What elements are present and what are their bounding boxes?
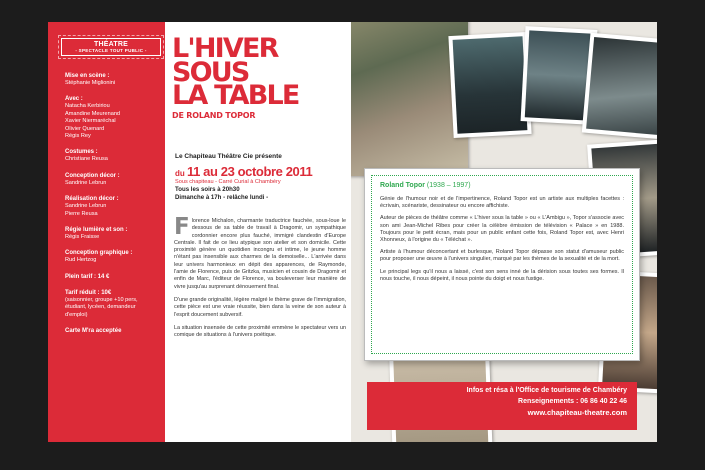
contact-banner <box>367 382 637 430</box>
title-line-3: LA TABLE <box>172 80 299 111</box>
synopsis <box>174 214 346 345</box>
credits-sidebar <box>48 22 165 442</box>
credit-value: Sandrine Lebrun <box>65 203 107 210</box>
credit-heading: Réalisation décor : <box>65 196 119 203</box>
credit-block <box>65 72 165 87</box>
synopsis-text-1: lorence Michalon, charmante traductrice fauchée, sous-loue le dessous de sa table de travail à Dragomir, un sympathique cordonnier encore plus fauché, immigré clandestin d'Europe Centrale. Il fait de ce lieu atypique son atelier et son domicile. Cette proximité génère un quotidien incongru et intime, le jeune homme n'étant pas insensible aux charmes de la demoiselle... L'arrivée dans leur univers harmonieux en dépit des apparences, de Raymonde, l'amie de Florence, puis de Gritzka, musicien et cousin de Dragomir et enfin de Marc, l'éditeur de Florence, va bouleverser leur manière de vivre jusqu'au surprenant dénouement final. <box>174 218 346 290</box>
credit-value: (saisonnier, groupe +10 pers, <box>65 296 138 303</box>
synopsis-paragraph-2: D'une grande originalité, légère malgré le thème grave de l'immigration, cette pièce est une vraie réussite, bien dans la veine de son auteur à l'esprit doucement subversif. <box>174 296 346 318</box>
photo-man <box>448 32 531 138</box>
bio-paragraph-1: Génie de l'humour noir et de l'impertinence, Roland Topor est un artiste aux multiples facettes : écrivain, scénariste, dessinateur ou encore affichiste. <box>380 196 624 210</box>
time-evening: Tous les soirs à 20h30 <box>175 186 240 193</box>
contact-website[interactable]: www.chapiteau-theatre.com <box>527 408 627 417</box>
venue-line: Sous chapiteau - Carré Curial à Chambéry <box>175 179 281 185</box>
credit-value: étudiant, lycéen, demandeur <box>65 304 136 311</box>
credits-list <box>65 72 165 335</box>
credit-heading: Carte M'ra acceptée <box>65 328 122 335</box>
credit-block <box>65 327 165 335</box>
bio-name: Roland Topor <box>380 182 425 189</box>
bio-years: (1938 – 1997) <box>424 182 471 189</box>
credit-value: Natacha Kerbiriou <box>65 103 110 110</box>
credit-value: Rud Hertzog <box>65 257 97 264</box>
credit-heading: Régie lumière et son : <box>65 227 128 234</box>
show-title <box>172 33 347 120</box>
title-line-2: SOUS <box>172 56 249 88</box>
credit-block <box>65 95 165 140</box>
credit-value: Sandrine Lebrun <box>65 179 107 186</box>
credit-heading: Mise en scène : <box>65 73 110 79</box>
credit-value: Christiane Reusa <box>65 156 108 163</box>
credit-block <box>65 249 165 264</box>
time-sunday: Dimanche à 17h - relâche lundi - <box>175 194 269 201</box>
credit-heading: Conception graphique : <box>65 250 133 257</box>
credit-value: Xavier Niermaréchal <box>65 118 116 125</box>
bio-paragraph-2: Auteur de pièces de théâtre comme « L'hiver sous la table » ou « L'Ambigu », Topor s'associe avec son ami Jean-Michel Ribes pour créer la célèbre émission de télévision « Palace » en 1988. Toujours pour le petit écran, mais pour un public enfant cette fois, Roland Topor est, avec Henri Xhonneux, à l'origine du « Téléchat ». <box>380 215 624 244</box>
author-line: DE ROLAND TOPOR <box>172 110 256 120</box>
badge-subtitle: - SPECTACLE TOUT PUBLIC - <box>75 48 147 53</box>
credit-value: Pierre Reusa <box>65 210 98 217</box>
credit-block <box>65 226 165 241</box>
credit-block <box>65 195 165 218</box>
credit-heading: Tarif réduit : 10€ <box>65 289 112 296</box>
photo-woman <box>582 33 657 140</box>
credit-heading: Avec : <box>65 96 83 103</box>
credit-value: d'emploi) <box>65 311 88 318</box>
badge-title: THÉATRE <box>94 41 128 48</box>
bio-paragraph-4: Le principal legs qu'il nous a laissé, c'est son sens inné de la dérision sous toutes ses formes. Il nous touche, il nous dépeint, il nous pointe du doigt et nous fustige. <box>380 268 624 282</box>
contact-phone: Renseignements : 06 86 40 22 46 <box>518 398 627 405</box>
contact-office: Infos et résa à l'Office de tourisme de Chambéry <box>466 387 627 394</box>
credit-heading: Plein tarif : 14 € <box>65 273 110 280</box>
credit-value: Olivier Quenard <box>65 125 105 132</box>
credit-heading: Conception décor : <box>65 172 120 179</box>
bio-card-inner <box>371 175 633 354</box>
dropcap: F <box>174 214 190 240</box>
synopsis-paragraph-3: La situation insensée de cette proximité emmène le spectateur vers un comique de situations à l'univers poétique. <box>174 324 346 339</box>
theatre-badge <box>61 38 161 56</box>
dates-prefix: du <box>175 169 187 178</box>
credit-value: Régis Fraisse <box>65 234 100 241</box>
credit-value: Stéphanie Miglionini <box>65 80 116 86</box>
title-line-1: L'HIVER <box>172 33 278 64</box>
bio-paragraph-3: Artiste à l'humour déconcertant et burlesque, Roland Topor dépasse son statut d'amuseur public pour proposer une œuvre à l'univers singulier, marqué par les thèmes de la sexualité et de la mort. <box>380 249 624 263</box>
credit-block <box>65 172 165 187</box>
synopsis-paragraph-1 <box>174 214 346 291</box>
credit-block <box>65 289 165 319</box>
credit-heading: Costumes : <box>65 149 98 156</box>
credit-value: Amandine Meurenand <box>65 110 121 117</box>
credit-block <box>65 273 165 281</box>
bio-heading <box>380 182 624 189</box>
flyer-page <box>48 22 657 442</box>
credit-block <box>65 148 165 163</box>
credit-value: Régis Rey <box>65 133 91 140</box>
dates-main: 11 au 23 octobre 2011 <box>187 164 313 179</box>
bio-card <box>364 168 640 361</box>
presents-line: Le Chapiteau Théâtre Cie présente <box>175 153 282 160</box>
